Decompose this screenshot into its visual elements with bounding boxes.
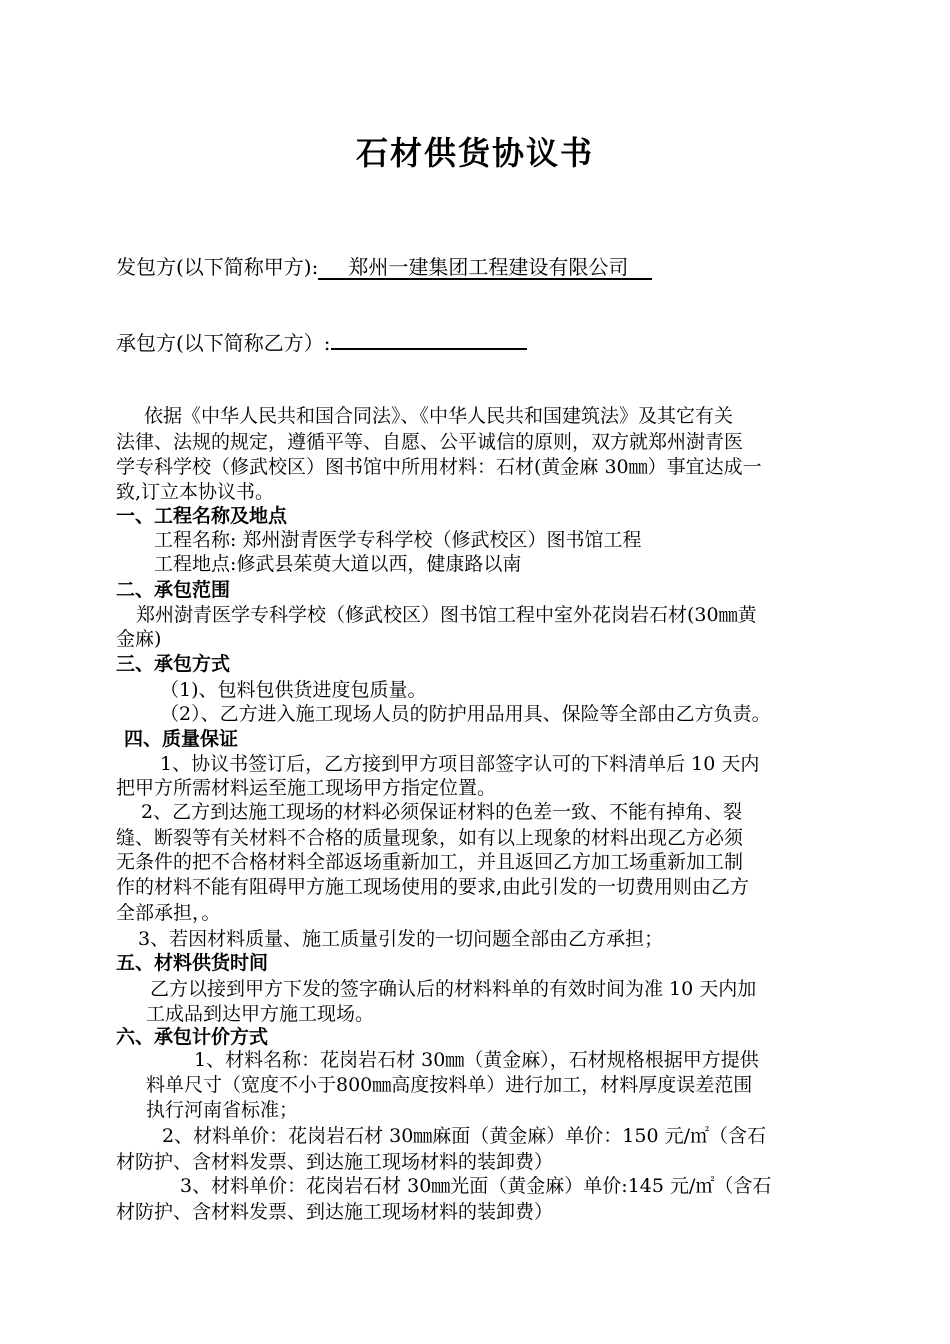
quality-line: 缝、断裂等有关材料不合格的质量现象，如有以上现象的材料出现乙方必须 — [116, 827, 744, 849]
contract-item: （2）、乙方进入施工现场人员的防护用品用具、保险等全部由乙方负责。 — [160, 703, 771, 725]
section-1-heading: 一、工程名称及地点 — [116, 505, 288, 527]
intro-line: 学专科学校（修武校区）图书馆中所用材料：石材(黄金麻 30㎜）事宜达成一 — [116, 456, 762, 478]
delivery-line: 乙方以接到甲方下发的签字确认后的材料料单的有效时间为准 10 天内加 — [150, 978, 757, 1000]
contract-item: （1)、包料包供货进度包质量。 — [160, 679, 427, 701]
document-title: 石材供货协议书 — [355, 134, 594, 172]
quality-line: 1、协议书签订后，乙方接到甲方项目部签字认可的下料清单后 10 天内 — [160, 753, 760, 775]
intro-line: 依据《中华人民共和国合同法》、《中华人民共和国建筑法》及其它有关 — [144, 405, 734, 427]
party-b-label: 承包方(以下简称乙方）: — [116, 331, 331, 355]
party-b-blank — [331, 330, 527, 350]
project-location: 工程地点:修武县茱萸大道以西，健康路以南 — [154, 553, 522, 575]
delivery-line: 工成品到达甲方施工现场。 — [146, 1003, 375, 1025]
pricing-line: 1、材料名称：花岗岩石材 30㎜（黄金麻），石材规格根据甲方提供 — [194, 1049, 759, 1071]
party-b-line — [116, 330, 876, 355]
quality-line: 无条件的把不合格材料全部返场重新加工，并且返回乙方加工场重新加工制 — [116, 851, 744, 873]
pricing-line: 材防护、含材料发票、到达施工现场材料的装卸费） — [116, 1201, 554, 1223]
pricing-line: 执行河南省标准； — [146, 1099, 299, 1121]
section-3-heading: 三、承包方式 — [116, 653, 231, 675]
pricing-line: 料单尺寸（宽度不小于800㎜高度按料单）进行加工，材料厚度误差范围 — [146, 1074, 753, 1096]
quality-line: 2、乙方到达施工现场的材料必须保证材料的色差一致、不能有掉角、裂 — [141, 801, 743, 823]
pricing-line: 2、材料单价：花岗岩石材 30㎜麻面（黄金麻）单价：150 元/㎡（含石 — [162, 1125, 767, 1147]
scope-line: 郑州澍青医学专科学校（修武校区）图书馆工程中室外花岗岩石材(30㎜黄 — [136, 604, 757, 626]
section-5-heading: 五、材料供货时间 — [116, 952, 269, 974]
quality-line: 3、若因材料质量、施工质量引发的一切问题全部由乙方承担； — [138, 928, 664, 950]
scope-line: 金麻) — [116, 628, 162, 650]
party-a-value: 郑州一建集团工程建设有限公司 — [318, 256, 652, 280]
quality-line: 全部承担，。 — [116, 902, 221, 924]
section-4-heading: 四、质量保证 — [124, 728, 239, 750]
pricing-line: 材防护、含材料发票、到达施工现场材料的装卸费） — [116, 1151, 554, 1173]
quality-line: 把甲方所需材料运至施工现场甲方指定位置。 — [116, 777, 497, 799]
section-6-heading: 六、承包计价方式 — [116, 1026, 269, 1048]
project-name: 工程名称: 郑州澍青医学专科学校（修武校区）图书馆工程 — [154, 529, 642, 551]
quality-line: 作的材料不能有阻碍甲方施工现场使用的要求,由此引发的一切费用则由乙方 — [116, 876, 750, 898]
pricing-line: 3、材料单价：花岗岩石材 30㎜光面（黄金麻）单价:145 元/㎡（含石 — [180, 1175, 772, 1197]
party-a-line — [116, 255, 876, 280]
party-a-label: 发包方(以下简称甲方): — [116, 255, 319, 279]
intro-line: 致,订立本协议书。 — [116, 481, 275, 503]
intro-line: 法律、法规的规定，遵循平等、自愿、公平诚信的原则，双方就郑州澍青医 — [116, 431, 744, 453]
section-2-heading: 二、承包范围 — [116, 579, 231, 601]
